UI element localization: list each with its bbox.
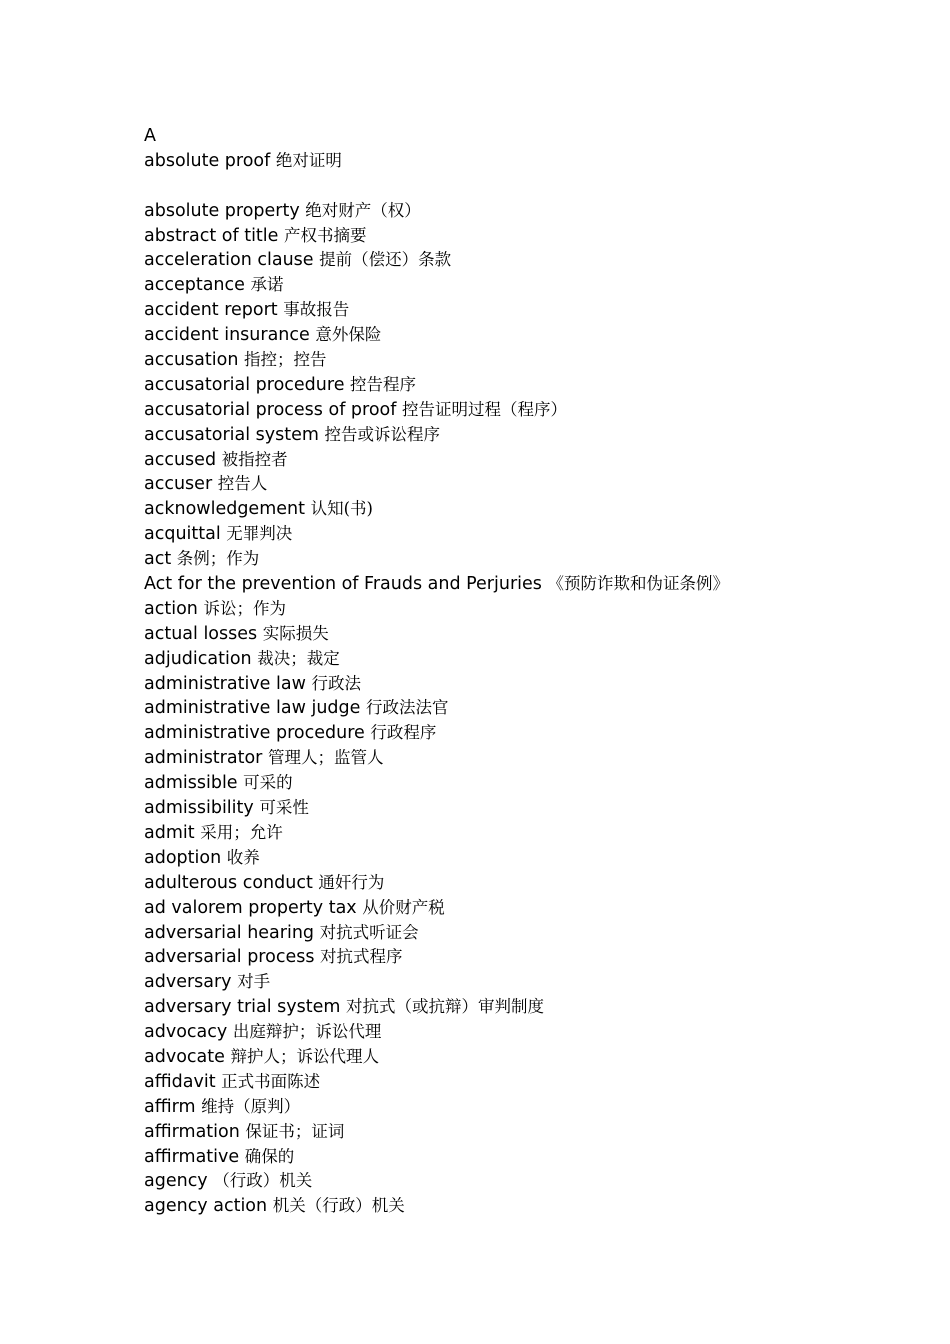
- entry-translation: （行政）机关: [213, 1171, 313, 1191]
- entry-term: administrative law judge: [144, 698, 361, 719]
- glossary-entry: [144, 970, 904, 995]
- entry-translation: 通奸行为: [318, 872, 385, 892]
- entry-term: accusation: [144, 350, 239, 371]
- glossary-entry: [144, 1194, 904, 1219]
- entry-term: administrative procedure: [144, 723, 365, 744]
- entry-term: agency action: [144, 1196, 268, 1217]
- entry-translation: 机关（行政）机关: [272, 1196, 405, 1216]
- entry-translation: 确保的: [244, 1146, 295, 1166]
- glossary-entry: [144, 696, 904, 721]
- glossary-entry: [144, 1045, 904, 1070]
- entry-term: affirm: [144, 1096, 196, 1117]
- glossary-entry: [144, 199, 904, 224]
- entry-term: acceptance: [144, 275, 245, 296]
- entry-translation: 认知(书): [310, 499, 373, 519]
- entry-term: admissibility: [144, 798, 254, 819]
- entry-term: abstract of title: [144, 225, 279, 246]
- entry-translation: 辩护人；诉讼代理人: [230, 1046, 379, 1066]
- entry-translation: 被指控者: [221, 449, 288, 469]
- entry-translation: 控告人: [217, 474, 268, 494]
- entry-translation: 控告或诉讼程序: [324, 424, 441, 444]
- glossary-entry: [144, 821, 904, 846]
- entry-translation: 采用；允许: [200, 822, 283, 842]
- blank-line: [144, 174, 904, 199]
- entry-term: adoption: [144, 847, 222, 868]
- entry-translation: 绝对财产（权）: [305, 200, 421, 220]
- entry-translation: 对抗式（或抗辩）审判制度: [346, 997, 545, 1017]
- glossary-entry: [144, 896, 904, 921]
- glossary-entry: [144, 1120, 904, 1145]
- glossary-entries: [144, 149, 904, 1219]
- entry-term: accident insurance: [144, 325, 310, 346]
- glossary-entry: [144, 522, 904, 547]
- glossary-entry: [144, 871, 904, 896]
- glossary-entry: [144, 448, 904, 473]
- entry-term: actual losses: [144, 623, 258, 644]
- entry-term: adversarial process: [144, 947, 315, 968]
- glossary-entry: [144, 273, 904, 298]
- entry-term: adversary trial system: [144, 997, 341, 1018]
- entry-translation: 管理人；监管人: [267, 748, 384, 768]
- entry-translation: 维持（原判）: [201, 1096, 301, 1116]
- entry-term: administrative law: [144, 673, 306, 694]
- entry-translation: 行政程序: [370, 723, 437, 743]
- entry-term: admissible: [144, 773, 238, 794]
- entry-translation: 实际损失: [262, 623, 329, 643]
- entry-term: adjudication: [144, 648, 252, 669]
- glossary-entry: [144, 597, 904, 622]
- entry-term: absolute proof: [144, 150, 271, 171]
- glossary-entry: [144, 672, 904, 697]
- glossary-entry: [144, 1020, 904, 1045]
- entry-translation: 产权书摘要: [284, 225, 367, 245]
- entry-term: acknowledgement: [144, 499, 305, 520]
- entry-term: adversary: [144, 972, 232, 993]
- entry-translation: 承诺: [250, 275, 284, 295]
- glossary-entry: [144, 149, 904, 174]
- glossary-entry: [144, 224, 904, 249]
- entry-term: acquittal: [144, 524, 221, 545]
- glossary-entry: [144, 945, 904, 970]
- glossary-entry: [144, 248, 904, 273]
- glossary-entry: [144, 622, 904, 647]
- glossary-entry: [144, 348, 904, 373]
- entry-translation: 裁决；裁定: [257, 648, 340, 668]
- glossary-entry: [144, 1169, 904, 1194]
- glossary-entry: [144, 921, 904, 946]
- entry-translation: 条例；作为: [176, 549, 260, 569]
- entry-term: ad valorem property tax: [144, 897, 357, 918]
- entry-translation: 对抗式程序: [320, 947, 403, 967]
- glossary-entry: [144, 771, 904, 796]
- entry-term: advocate: [144, 1046, 225, 1067]
- glossary-entry: [144, 796, 904, 821]
- entry-term: acceleration clause: [144, 250, 314, 271]
- entry-translation: 指控；控告: [244, 350, 327, 370]
- entry-term: affirmative: [144, 1146, 240, 1167]
- entry-translation: 对手: [237, 972, 271, 992]
- entry-translation: 控告证明过程（程序）: [402, 399, 567, 419]
- entry-term: affidavit: [144, 1071, 216, 1092]
- entry-translation: 可采性: [259, 798, 309, 818]
- glossary-entry: [144, 746, 904, 771]
- glossary-entry: [144, 497, 904, 522]
- glossary-entry: [144, 1145, 904, 1170]
- glossary-entry: [144, 373, 904, 398]
- glossary-entry: [144, 1095, 904, 1120]
- entry-translation: 保证书；证词: [245, 1121, 345, 1141]
- entry-term: accused: [144, 449, 217, 470]
- entry-term: agency: [144, 1171, 208, 1192]
- entry-term: accusatorial procedure: [144, 374, 345, 395]
- glossary-entry: [144, 572, 904, 597]
- glossary-entry: [144, 1070, 904, 1095]
- glossary-entry: [144, 423, 904, 448]
- entry-translation: 对抗式听证会: [319, 922, 419, 942]
- glossary-entry: [144, 472, 904, 497]
- entry-translation: 意外保险: [315, 325, 382, 345]
- entry-translation: 从价财产税: [362, 897, 445, 917]
- glossary-entry: [144, 323, 904, 348]
- entry-term: accident report: [144, 300, 278, 321]
- entry-translation: 《预防诈欺和伪证条例》: [547, 574, 729, 594]
- section-letter: A: [144, 126, 156, 146]
- entry-translation: 事故报告: [283, 300, 350, 320]
- glossary-entry: [144, 721, 904, 746]
- glossary-entry: [144, 995, 904, 1020]
- glossary-entry: [144, 647, 904, 672]
- entry-term: adulterous conduct: [144, 872, 313, 893]
- entry-translation: 绝对证明: [275, 150, 342, 170]
- entry-translation: 收养: [226, 847, 260, 867]
- entry-term: accusatorial system: [144, 424, 319, 445]
- glossary-entry: [144, 398, 904, 423]
- entry-term: accusatorial process of proof: [144, 399, 397, 420]
- entry-translation: 控告程序: [350, 374, 417, 394]
- entry-translation: 诉讼；作为: [203, 598, 286, 618]
- entry-term: admit: [144, 822, 195, 843]
- entry-term: affirmation: [144, 1121, 240, 1142]
- glossary-entry: [144, 846, 904, 871]
- entry-translation: 行政法: [311, 673, 361, 693]
- entry-translation: 提前（偿还）条款: [319, 250, 452, 270]
- entry-translation: 出庭辩护；诉讼代理: [232, 1022, 382, 1042]
- entry-term: action: [144, 598, 198, 619]
- entry-translation: 行政法法官: [365, 698, 449, 718]
- entry-term: absolute property: [144, 200, 300, 221]
- glossary-content: [144, 124, 904, 1219]
- entry-term: act: [144, 549, 172, 570]
- entry-term: advocacy: [144, 1022, 228, 1043]
- glossary-entry: [144, 547, 904, 572]
- entry-translation: 无罪判决: [226, 524, 293, 544]
- entry-term: accuser: [144, 474, 213, 495]
- entry-term: administrator: [144, 748, 263, 769]
- entry-term: adversarial hearing: [144, 922, 315, 943]
- entry-translation: 正式书面陈述: [221, 1071, 321, 1091]
- entry-translation: 可采的: [243, 773, 293, 793]
- glossary-entry: [144, 298, 904, 323]
- entry-term: Act for the prevention of Frauds and Perjuries: [144, 574, 542, 595]
